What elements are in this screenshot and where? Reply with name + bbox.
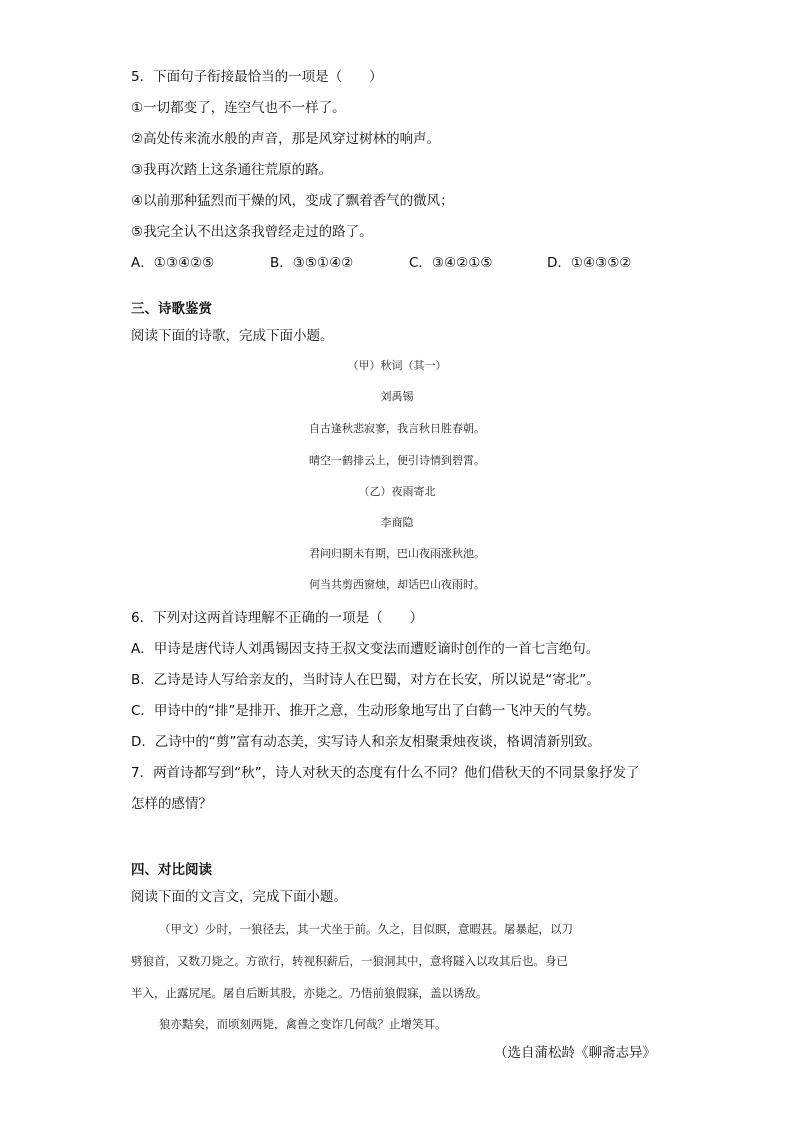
q5-option-d: D．①④③⑤② — [547, 255, 632, 271]
q5-sentence-4: ④以前那种猛烈而干燥的风，变成了飘着香气的微风； — [131, 193, 454, 209]
passage-line-3: 半入，止露尻尾。屠自后断其股，亦毙之。乃悟前狼假寐，盖以诱敌。 — [131, 986, 488, 1000]
poem1-author: 刘禹锡 — [380, 390, 414, 403]
q5-sentence-5: ⑤我完全认不出这条我曾经走过的路了。 — [131, 224, 373, 240]
section4-heading: 四、对比阅读 — [131, 862, 212, 878]
q5-option-a: A．①③④②⑤ — [131, 255, 215, 271]
q6-stem: 6．下列对这两首诗理解不正确的一项是（ ） — [131, 610, 424, 626]
q5-option-c: C．③④②①⑤ — [409, 255, 493, 271]
q5-option-b: B．③⑤①④② — [270, 255, 354, 271]
q7-line-1: 7．两首诗都写到“秋”，诗人对秋天的态度有什么不同？他们借秋天的不同景象抒发了 — [131, 765, 640, 781]
q5-options — [131, 254, 631, 272]
poem2-title: （乙）夜雨寄北 — [358, 485, 436, 498]
q6-option-d: D．乙诗中的“剪”富有动态美，实写诗人和亲友相聚秉烛夜谈，格调清新别致。 — [131, 734, 601, 750]
section3-heading: 三、诗歌鉴赏 — [131, 301, 212, 317]
q6-option-c: C．甲诗中的“排”是排开、推开之意，生动形象地写出了白鹤一飞冲天的气势。 — [131, 703, 600, 719]
section4-intro: 阅读下面的文言文，完成下面小题。 — [131, 889, 347, 905]
q6-option-b: B．乙诗是诗人写给亲友的，当时诗人在巴蜀，对方在长安，所以说是“寄北”。 — [131, 672, 600, 688]
poem1-line-1: 自古逢秋悲寂寥，我言秋日胜春朝。 — [309, 422, 485, 435]
poem1-title: （甲）秋词（其一） — [347, 359, 447, 372]
poem2-line-1: 君问归期未有期，巴山夜雨涨秋池。 — [309, 547, 485, 560]
q5-sentence-3: ③我再次踏上这条通往荒原的路。 — [131, 162, 333, 178]
poem2-author: 李商隐 — [380, 516, 414, 529]
poem2-line-2: 何当共剪西窗烛，却话巴山夜雨时。 — [309, 578, 485, 591]
section3-intro: 阅读下面的诗歌，完成下面小题。 — [131, 328, 334, 344]
passage-line-1: （甲文）少时，一狼径去，其一犬坐于前。久之，目似瞑，意暇甚。屠暴起，以刀 — [159, 922, 573, 936]
q5-sentence-2: ②高处传来流水般的声音，那是风穿过树林的响声。 — [131, 131, 441, 147]
passage-line-4: 狼亦黠矣，而顷刻两毙，禽兽之变诈几何哉？止增笑耳。 — [159, 1017, 447, 1031]
q5-stem: 5．下面句子衔接最恰当的一项是（ ） — [131, 69, 383, 85]
q6-option-a: A．甲诗是唐代诗人刘禹锡因支持王叔文变法而遭贬谪时创作的一首七言绝句。 — [131, 641, 600, 657]
q7-line-2: 怎样的感情？ — [131, 796, 212, 812]
poem1-line-2: 晴空一鹤排云上，便引诗情到碧霄。 — [309, 454, 485, 467]
passage-line-2: 劈狼首，又数刀毙之。方欲行，转视积薪后，一狼洞其中，意将隧入以攻其后也。身已 — [131, 954, 568, 968]
q5-sentence-1: ①一切都变了，连空气也不一样了。 — [131, 100, 346, 116]
passage-source: （选自蒲松龄《聊斋志异》 — [494, 1045, 656, 1061]
